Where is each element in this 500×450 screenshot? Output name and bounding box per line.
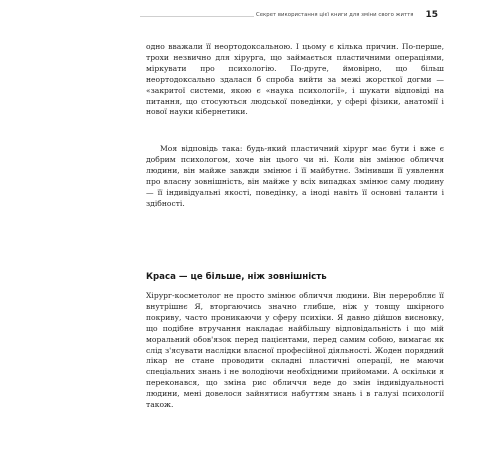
paragraph-answer <box>146 144 444 209</box>
paragraph-text: Моя відповідь така: будь-який пластичний хірург має бути і вже є добрим психологом, хоче він цього чи ні. Коли він змінює обличчя людини, він майже завжди змінює і її майбутнє. Змінивши її уявлення про власну зовнішність, він майже у всіх випадках змінює саму людину — її індивідуальні якості, поведінку, а іноді навіть її основні таланти і здібності. <box>146 144 444 208</box>
paragraph-surgeon <box>146 291 444 411</box>
page-number: 15 <box>425 10 438 20</box>
paragraph-text: одно вважали її неортодоксальною. І цьому є кілька причин. По-перше, трохи незвично для хірурга, що займається пластичними операціями, міркувати про психологію. По-друге, ймовірно, що більш неортодоксально здалася б спроба вийти за межі жорсткої догми — «закритої системи, якою є «наука психології», і шукати відповіді на питання, що стосуються людської поведінки, у сфері фізики, анатомії і нової науки кібернетики. <box>146 42 444 117</box>
paragraph-continued <box>146 42 444 118</box>
running-head-title: Секрет використання цієї книги для зміни свого життя <box>255 12 414 18</box>
running-head <box>140 8 438 22</box>
paragraph-text: Хірург-косметолог не просто змінює обличчя людини. Він переробляє її внутрішнє Я, вторгаючись значно глибше, ніж у товщу шкірного покриву, часто проникаючи у сферу психіки. Я давно дійшов висновку, що подібне втручання накладає найбільшу відповідальність і що мій моральний обов'язок перед пацієнтами, перед самим собою, вимагає як слід з'ясувати наслідки власної професійної діяльності. Жоден порядний лікар не стане проводити складні пластичні операції, не маючи спеціальних знань і не володіючи необхідними прийомами. А оскільки я переконався, що зміна рис обличчя веде до змін індивідуальності людини, мені довелося зайнятися набуттям знань і в галузі психології також. <box>146 291 444 410</box>
section-heading: Краса — це більше, ніж зовнішність <box>146 272 327 282</box>
